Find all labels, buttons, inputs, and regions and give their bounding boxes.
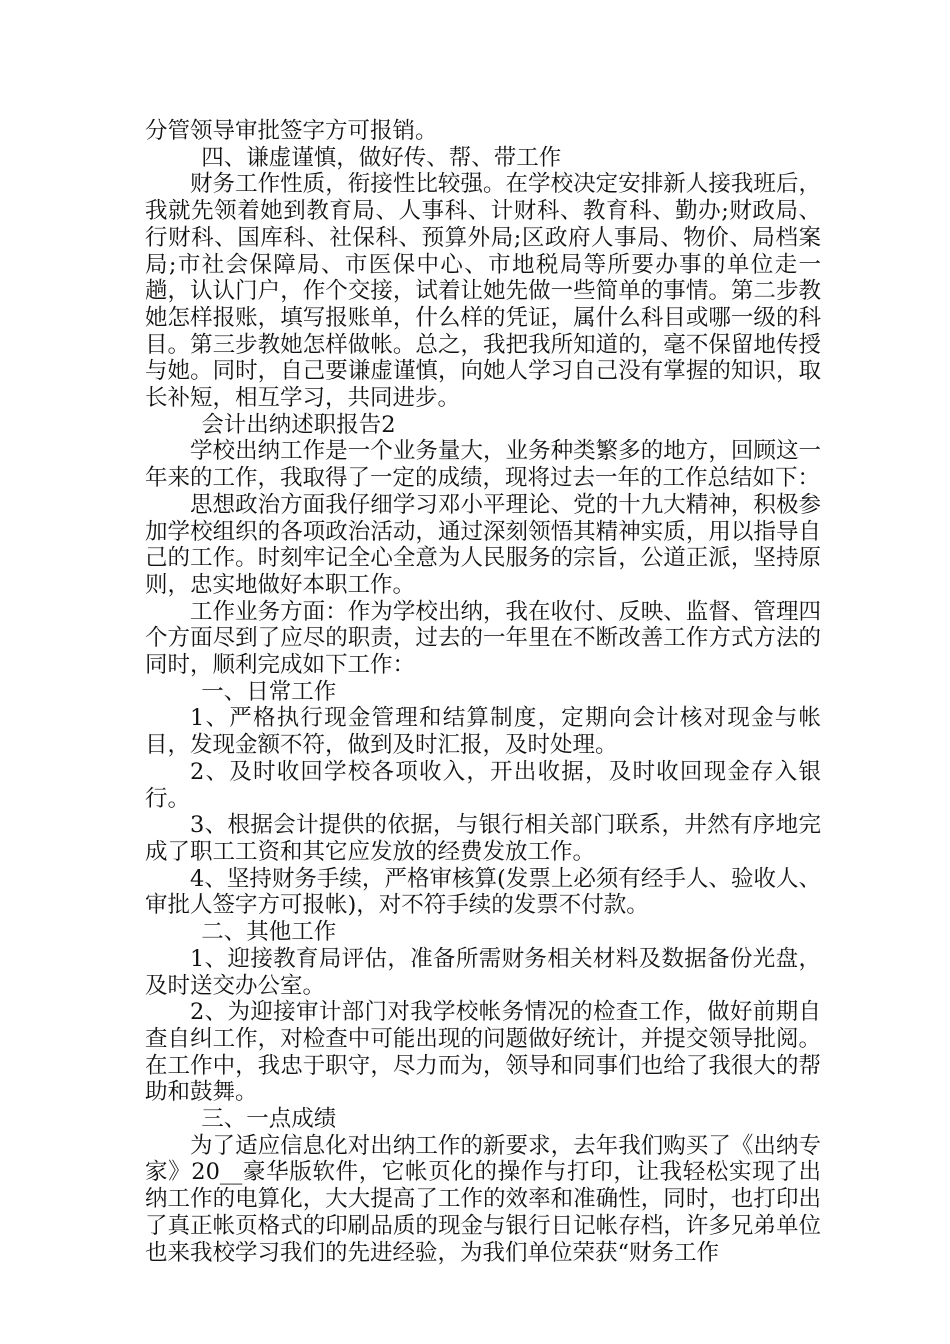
paragraph: 1、严格执行现金管理和结算制度，定期向会计核对现金与帐目，发现金额不符，做到及时汇报，及时处理。 — [145, 705, 821, 759]
section-heading: 四、谦虚谨慎，做好传、帮、带工作 — [201, 144, 562, 171]
section-heading: 二、其他工作 — [201, 919, 337, 946]
document-page — [145, 118, 821, 1266]
paragraph: 思想政治方面我仔细学习邓小平理论、党的十九大精神，积极参加学校组织的各项政治活动，通过深刻领悟其精神实质，用以指导自己的工作。时刻牢记全心全意为人民服务的宗旨，公道正派，坚持原则，忠实地做好本职工作。 — [145, 491, 821, 598]
paragraph: 为了适应信息化对出纳工作的新要求，去年我们购买了《出纳专家》20__豪华版软件，它帐页化的操作与打印，让我轻松实现了出纳工作的电算化，大大提高了工作的效率和准确性，同时，也打印出了真正帐页格式的印刷品质的现金与银行日记帐存档，许多兄弟单位也来我校学习我们的先进经验，为我们单位荣获“财务工作 — [145, 1132, 821, 1266]
section-heading: 三、一点成绩 — [201, 1106, 337, 1133]
paragraph: 2、及时收回学校各项收入，开出收据，及时收回现金存入银行。 — [145, 758, 821, 812]
paragraph: 工作业务方面：作为学校出纳，我在收付、反映、监督、管理四个方面尽到了应尽的职责，过去的一年里在不断改善工作方式方法的同时，顺利完成如下工作： — [145, 598, 821, 679]
paragraph: 分管领导审批签字方可报销。 — [145, 118, 438, 144]
paragraph: 学校出纳工作是一个业务量大，业务种类繁多的地方，回顾这一年来的工作，我取得了一定的成绩，现将过去一年的工作总结如下： — [145, 438, 821, 492]
paragraph: 1、迎接教育局评估，准备所需财务相关材料及数据备份光盘，及时送交办公室。 — [145, 945, 821, 999]
paragraph: 财务工作性质，衔接性比较强。在学校决定安排新人接我班后，我就先领着她到教育局、人事科、计财科、教育科、勤办;财政局、行财科、国库科、社保科、预算外局;区政府人事局、物价、局档案局;市社会保障局、市医保中心、市地税局等所要办事的单位走一趟，认认门户，作个交接，试着让她先做一些简单的事情。第二步教她怎样报账，填写报账单，什么样的凭证，属什么科目或哪一级的科目。第三步教她怎样做帐。总之，我把我所知道的，毫不保留地传授与她。同时，自己要谦虚谨慎，向她人学习自己没有掌握的知识，取长补短，相互学习，共同进步。 — [145, 171, 821, 412]
paragraph: 4、坚持财务手续，严格审核算(发票上必须有经手人、验收人、审批人签字方可报帐)，对不符手续的发票不付款。 — [145, 865, 821, 919]
report-title: 会计出纳述职报告2 — [201, 411, 396, 438]
paragraph: 2、为迎接审计部门对我学校帐务情况的检查工作，做好前期自查自纠工作，对检查中可能出现的问题做好统计，并提交领导批阅。在工作中，我忠于职守，尽力而为，领导和同事们也给了我很大的帮助和鼓舞。 — [145, 999, 821, 1106]
section-heading: 一、日常工作 — [201, 678, 337, 705]
paragraph: 3、根据会计提供的依据，与银行相关部门联系，井然有序地完成了职工工资和其它应发放的经费发放工作。 — [145, 812, 821, 865]
